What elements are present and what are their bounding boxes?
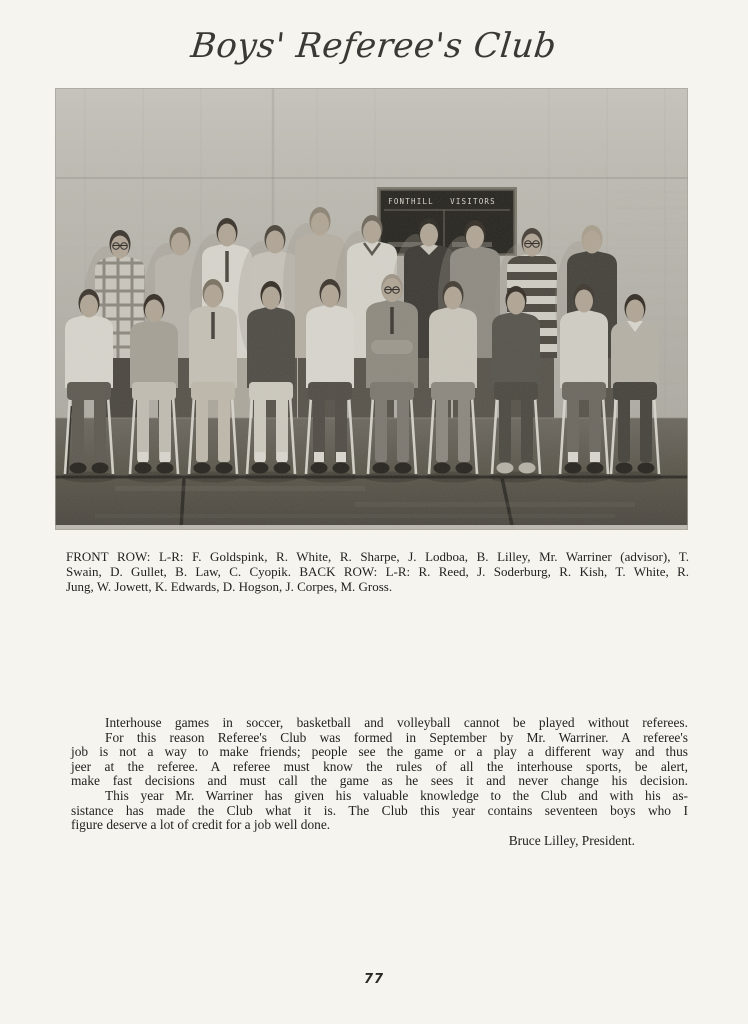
article-line: sistance has made the Club what it is. The Club this year contains seventeen boys who I xyxy=(71,802,688,818)
article-line: jeer at the referee. A referee must know the rules of all the interhouse sports, be alert, xyxy=(71,758,688,774)
club-photo-illustration xyxy=(55,88,688,530)
scoreboard-home-label: FONTHILL xyxy=(388,197,434,206)
byline: Bruce Lilley, President. xyxy=(508,832,635,848)
page-title xyxy=(0,26,748,66)
photo-caption xyxy=(66,549,689,595)
photo-grain xyxy=(55,88,688,530)
article-line: make fast decisions and must call the game as he sees it and never change his decision. xyxy=(71,773,688,789)
page-number: 77 xyxy=(363,972,385,987)
scoreboard-visitors-label: VISITORS xyxy=(450,197,496,206)
club-photo xyxy=(55,88,688,530)
article-line: For this reason Referee's Club was formed in September by Mr. Warriner. A referee's xyxy=(105,729,688,745)
article-text xyxy=(71,716,688,848)
article-line: Interhouse games in soccer, basketball and volleyball cannot be played without referees. xyxy=(105,715,688,730)
article-line: job is not a way to make friends; people see the game or a play a different way and thus xyxy=(71,744,688,760)
caption-line: Swain, D. Gullet, B. Law, C. Cyopik. BACK ROW: L-R: R. Reed, J. Soderburg, R. Kish, T. White, R. xyxy=(66,564,689,580)
caption-line: Jung, W. Jowett, K. Edwards, D. Hogson, J. Corpes, M. Gross. xyxy=(66,579,393,595)
caption-line: FRONT ROW: L-R: F. Goldspink, R. White, R. Sharpe, J. Lodboa, B. Lilley, Mr. Warriner (advisor), T. xyxy=(66,549,689,564)
article-line: This year Mr. Warriner has given his valuable knowledge to the Club and with his as- xyxy=(105,787,688,803)
page-title-text: Boys' Referee's Club xyxy=(189,26,559,66)
article-line: figure deserve a lot of credit for a job well done. xyxy=(71,817,331,833)
